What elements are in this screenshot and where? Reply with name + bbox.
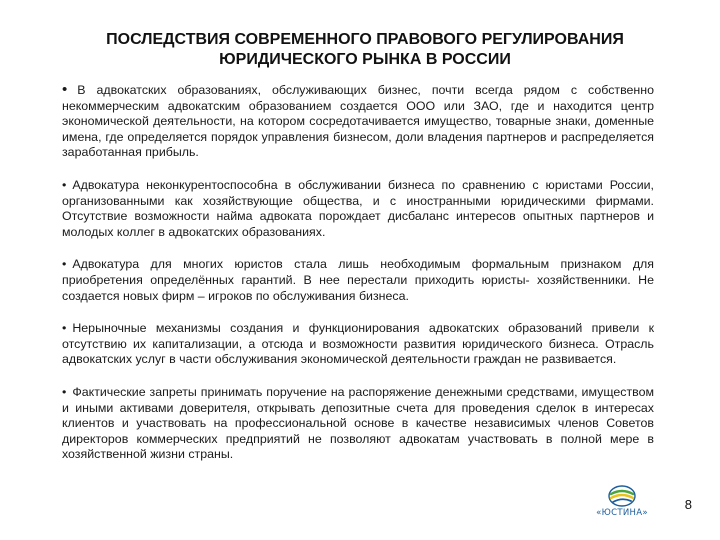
bullet-paragraph-2 bbox=[62, 178, 654, 240]
bullet-paragraph-5 bbox=[62, 385, 654, 463]
slide-title bbox=[40, 30, 690, 70]
bullet-marker: • bbox=[62, 81, 68, 98]
paragraph-spacer bbox=[62, 161, 654, 178]
bullet-text-2: Адвокатура неконкурентоспособна в обслуживании бизнеса по сравнению с юристами России, организованными как хозяйствующие общества, и с иностранными юридическими фирмами. Отсутствие возможности найма адвоката порождает дисбаланс интересов опытных партнеров и молодых коллег в адвокатских образованиях. bbox=[62, 177, 654, 239]
bullet-marker: • bbox=[62, 384, 67, 399]
paragraph-spacer bbox=[62, 240, 654, 257]
bullet-marker: • bbox=[62, 321, 67, 336]
bullet-text-4: Нерыночные механизмы создания и функционирования адвокатских образований привели к отсутствию их капитализации, а отсюда и возможности развития юридического бизнеса. Отрасль адвокатских услуг в части обслуживания экономической деятельности граждан не развивается. bbox=[62, 321, 654, 367]
globe-logo-icon bbox=[607, 485, 637, 507]
slide-title-line-2: ЮРИДИЧЕСКОГО РЫНКА В РОССИИ bbox=[219, 51, 511, 68]
bullet-list bbox=[62, 82, 654, 463]
bullet-paragraph-4 bbox=[62, 321, 654, 368]
paragraph-spacer bbox=[62, 368, 654, 385]
bullet-marker: • bbox=[62, 177, 67, 192]
paragraph-spacer bbox=[62, 304, 654, 321]
slide-title-line-1: ПОСЛЕДСТВИЯ СОВРЕМЕННОГО ПРАВОВОГО РЕГУЛИРОВАНИЯ bbox=[106, 31, 624, 48]
company-logo bbox=[592, 485, 652, 521]
bullet-text-3: Адвокатура для многих юристов стала лишь необходимым формальным признаком для приобретения определённых гарантий. В нее перестали приходить юристы- хозяйственники. Не создается новых фирм – игроков по обслуживания бизнеса. bbox=[62, 257, 654, 303]
bullet-text-5: Фактические запреты принимать поручение на распоряжение денежными средствами, имуществом и иными активами доверителя, открывать депозитные счета для проведения сделок в интересах клиентов и участвовать на профессиональной основе в качестве независимых членов Советов директоров коммерческих предприятий не позволяют адвокатам участвовать в полной мере в хозяйственной жизни страны. bbox=[62, 384, 654, 462]
page-number: 8 bbox=[684, 497, 692, 512]
logo-wordmark: «ЮСТИНА» bbox=[596, 508, 648, 518]
bullet-paragraph-3 bbox=[62, 257, 654, 304]
bullet-paragraph-1 bbox=[62, 82, 654, 161]
bullet-text-1: В адвокатских образованиях, обслуживающих бизнес, почти всегда рядом с собственно некоммерческим адвокатским образованием создается ООО или ЗАО, где и находится центр экономической деятельности, на котором сосредотачивается имущество, товарные знаки, доменные имена, где определяется порядок управления бизнесом, доли владения партнеров и распределяется заработанная прибыль. bbox=[62, 83, 654, 160]
bullet-marker: • bbox=[62, 257, 67, 272]
